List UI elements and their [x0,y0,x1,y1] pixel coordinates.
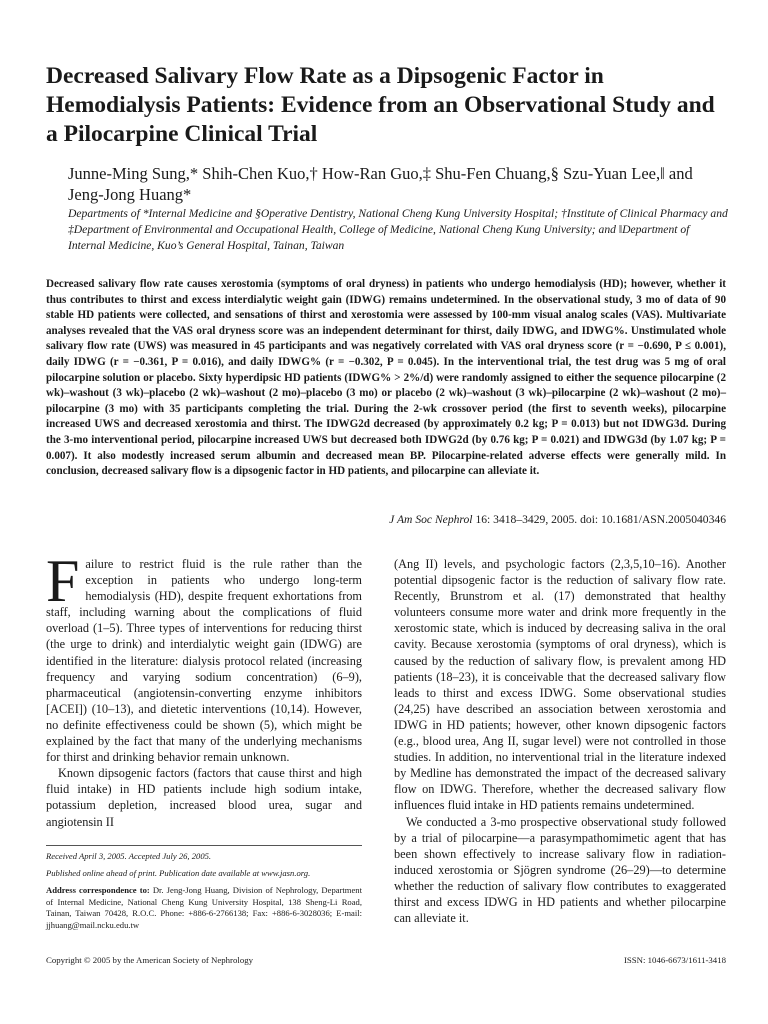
citation-journal: J Am Soc Nephrol [389,513,473,526]
intro-paragraph-1 [46,548,362,765]
citation-details: 16: 3418–3429, 2005. doi: 10.1681/ASN.2005040346 [475,513,726,526]
intro-paragraph-1-text: ailure to restrict fluid is the rule rather than the exception in patients who undergo long-term hemodialysis (HD), despite frequent exhortations from staff, including warning about the complications of fluid overload (1–5). Three types of interventions for reducing thirst (the urge to drink) and interdialytic weight gain (IDWG) are identified in the literature: dialysis protocol related (increasing frequency and varying sodium concentration) (6–9), pharmaceutical (angiotensin-converting enzyme inhibitors [ACEI]) (10–13), and dietetic interventions (10,14). However, no definite effectiveness could be shown (5), which might be explained by the fact that many of the underlying mechanisms for thirst and drinking behavior remain unknown. [46,557,362,765]
citation [389,513,726,526]
copyright: Copyright © 2005 by the American Society of Nephrology [46,955,254,965]
intro-paragraph-3: (Ang II) levels, and psychologic factors (2,3,5,10–16). Another potential dipsogenic factor is the reduction of salivary flow rate. Recently, Brunstrom et al. (17) demonstrated that healthy volunteers consume more water and drink more frequently in the xerostomic state, which is induced by decreasing saliva in the oral cavity. Because xerostomia (symptoms of oral dryness), which is caused by the reduction of salivary flow, is prevalent among HD patients (18–23), it is conceivable that the decreased salivary flow leads to thirst and excess IDWG. Some observational studies (24,25) have described an association between xerostomia and IDWG in HD patients; however, other known dipsogenic factors (e.g., blood urea, Ang II, sugar level) were not controlled in those studies. In addition, no interventional trial in the literature indexed by Medline has demonstrated the impact of the decreased salivary flow on IDWG. Therefore, whether the decreased salivary flow influences fluid intake in HD patients remains undetermined. [394,557,726,813]
affiliations: Departments of *Internal Medicine and §Operative Dentistry, National Cheng Kung University Hospital; †Institute of Clinical Pharmacy and ‡Department of Environmental and Occupational Health, College of Medicine, National Cheng Kung University; and ‖Department of Internal Medicine, Kuo’s General Hospital, Tainan, Taiwan [68,207,728,252]
body-column-right [394,556,726,926]
published-note: Published online ahead of print. Publication date available at www.jasn.org. [46,868,311,878]
correspondence-text: Dr. Jeng-Jong Huang, Division of Nephrology, Department of Internal Medicine, National Cheng Kung University Hospital, 138 Sheng-Li Road, Tainan, Taiwan 70428, R.O.C. Phone: +886-6-2766138; Fax: +886-6-3028036; E-mail: jjhuang@mail.ncku.edu.tw [46,885,362,930]
drop-cap: F [46,548,80,614]
received-note: Received April 3, 2005. Accepted July 26, 2005. [46,851,212,861]
body-column-left [46,548,362,830]
author-list: Junne-Ming Sung,* Shih-Chen Kuo,† How-Ran Guo,‡ Shu-Fen Chuang,§ Szu-Yuan Lee,‖ and Jeng-Jong Huang* [68,164,693,204]
correspondence-note [46,885,362,931]
footnote-divider [46,845,362,846]
issn: ISSN: 1046-6673/1611-3418 [623,955,726,965]
article-title: Decreased Salivary Flow Rate as a Dipsogenic Factor in Hemodialysis Patients: Evidence from an Observational Study and a Pilocarpine Clinical Trial [46,63,715,147]
intro-paragraph-4: We conducted a 3-mo prospective observational study followed by a trial of pilocarpine—a parasympathomimetic agent that has been shown effectively to increase salivary flow in radiation-induced xerostomia or Sjögren syndrome (26–29)—to determine whether the reduction of salivary flow contributes to exaggerated thirst and excess IDWG in HD patients and whether pilocarpine can alleviate it. [394,814,726,926]
correspondence-label: Address correspondence to: [46,885,150,895]
abstract: Decreased salivary flow rate causes xerostomia (symptoms of oral dryness) in patients who undergo hemodialysis (HD); however, whether it thus contributes to thirst and excess interdialytic weight gain (IDWG) remains undetermined. In the observational study, 3 mo of data of 90 stable HD patients were collected, and sensations of thirst and xerostomia were assessed by 100-mm visual analog scales (VAS). Multivariate analyses revealed that the VAS oral dryness score was an independent determinant for thirst, daily IDWG, and IDWG%. Unstimulated whole salivary flow rate (UWS) was measured in 45 participants and was negatively correlated with VAS oral dryness score (r = −0.690, P ≤ 0.001), daily IDWG (r = −0.361, P = 0.016), and daily IDWG% (r = −0.302, P = 0.045). In the interventional trial, the test drug was 5 mg of oral pilocarpine solution or placebo. Sixty hyperdipsic HD patients (IDWG% > 2%/d) were randomly assigned to either the sequence pilocarpine (2 wk)–washout (3 wk)–placebo (2 wk)–washout (2 mo)–placebo (3 mo) or placebo (2 wk)–washout (3 wk)–pilocarpine (2 wk)–washout (2 mo)–pilocarpine (3 mo) with 35 participants completing the trial. During the 2-wk crossover period (the first to seventh weeks), pilocarpine increased UWS and decreased xerostomia and thirst. The IDWG2d decreased (by approximately 0.2 kg; P = 0.013) but not IDWG3d. During the 3-mo interventional period, pilocarpine increased UWS but decreased both IDWG2d (by 0.76 kg; P = 0.021) and IDWG3d (by 1.07 kg; P = 0.007). It also modestly increased serum albumin and decreased mean BP. Pilocarpine-related adverse effects were generally mild. In conclusion, decreased salivary flow is a dipsogenic factor in HD patients, and pilocarpine can alleviate it. [46,278,726,478]
intro-paragraph-2: Known dipsogenic factors (factors that cause thirst and high fluid intake) in HD patients include high sodium intake, potassium depletion, increased blood urea, sugar and angiotensin II [46,766,362,829]
